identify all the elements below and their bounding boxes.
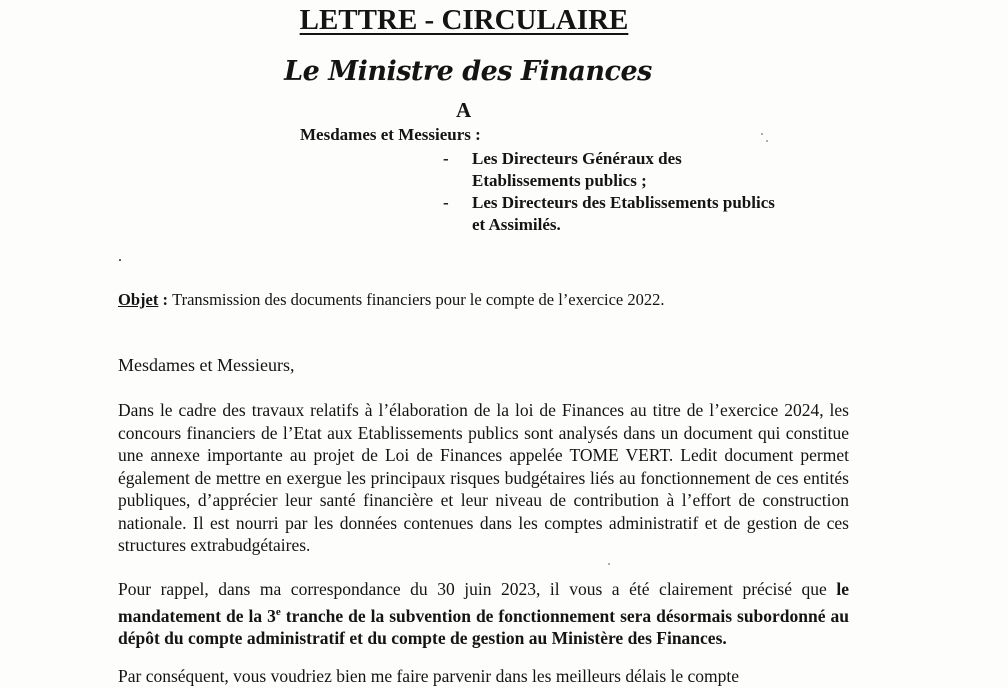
recipient-item — [472, 192, 775, 236]
object-line — [118, 290, 665, 310]
reminder-bold: tranche de la subvention de fonctionnement sera désormais subordonné au dépôt du compte administratif et du compte de gestion au Ministère des Finances. — [118, 605, 849, 648]
stray-dot: . — [118, 248, 122, 265]
recipient-line: et Assimilés. — [472, 215, 561, 234]
scan-speck — [608, 563, 610, 565]
paragraph-consequence: Par conséquent, vous voudriez bien me faire parvenir dans les meilleurs délais le compte — [118, 666, 740, 686]
object-text: Transmission des documents financiers pour le compte de l’exercice 2022. — [172, 290, 665, 309]
recipient-bullet: - — [443, 149, 449, 168]
paragraph-reminder — [118, 578, 849, 649]
paragraph-context: Dans le cadre des travaux relatifs à l’élaboration de la loi de Finances au titre de l’exercice 2024, les concours financiers de l’Etat aux Etablissements publics sont analysés dans un document qui constitue une annexe importante au projet de Loi de Finances appelée TOME VERT. Ledit document permet également de mettre en exergue les principaux risques budgétaires liés au fonctionnement de ces entités publiques, d’apprécier leur santé financière et leur niveau de contribution à l’effort de construction nationale. Il est nourri par les données contenues dans les comptes administratif et de gestion de ces structures extrabudgétaires. — [118, 400, 849, 555]
reminder-superscript: e — [275, 605, 281, 618]
author-signature-line: Le Ministre des Finances — [284, 56, 652, 87]
greeting: Mesdames et Messieurs, — [118, 355, 295, 375]
addressee-to: A — [456, 98, 472, 122]
letter-title: LETTRE - CIRCULAIRE — [299, 4, 629, 36]
scan-speck — [761, 133, 763, 135]
object-label: Objet — [118, 290, 159, 309]
recipient-bullet: - — [443, 193, 449, 212]
reminder-normal: Pour rappel, dans ma correspondance du 30 juin 2023, il vous a été clairement précisé que — [118, 579, 837, 599]
recipient-line: Les Directeurs Généraux des — [472, 149, 682, 168]
reminder-bold: le mandatement de la 3 — [118, 579, 849, 626]
object-separator: : — [158, 290, 173, 309]
recipient-line: Etablissements publics ; — [472, 171, 647, 190]
recipient-item — [472, 148, 682, 192]
scan-speck — [766, 140, 768, 142]
recipient-line: Les Directeurs des Etablissements publics — [472, 193, 775, 212]
salutation-header: Mesdames et Messieurs : — [300, 125, 481, 144]
